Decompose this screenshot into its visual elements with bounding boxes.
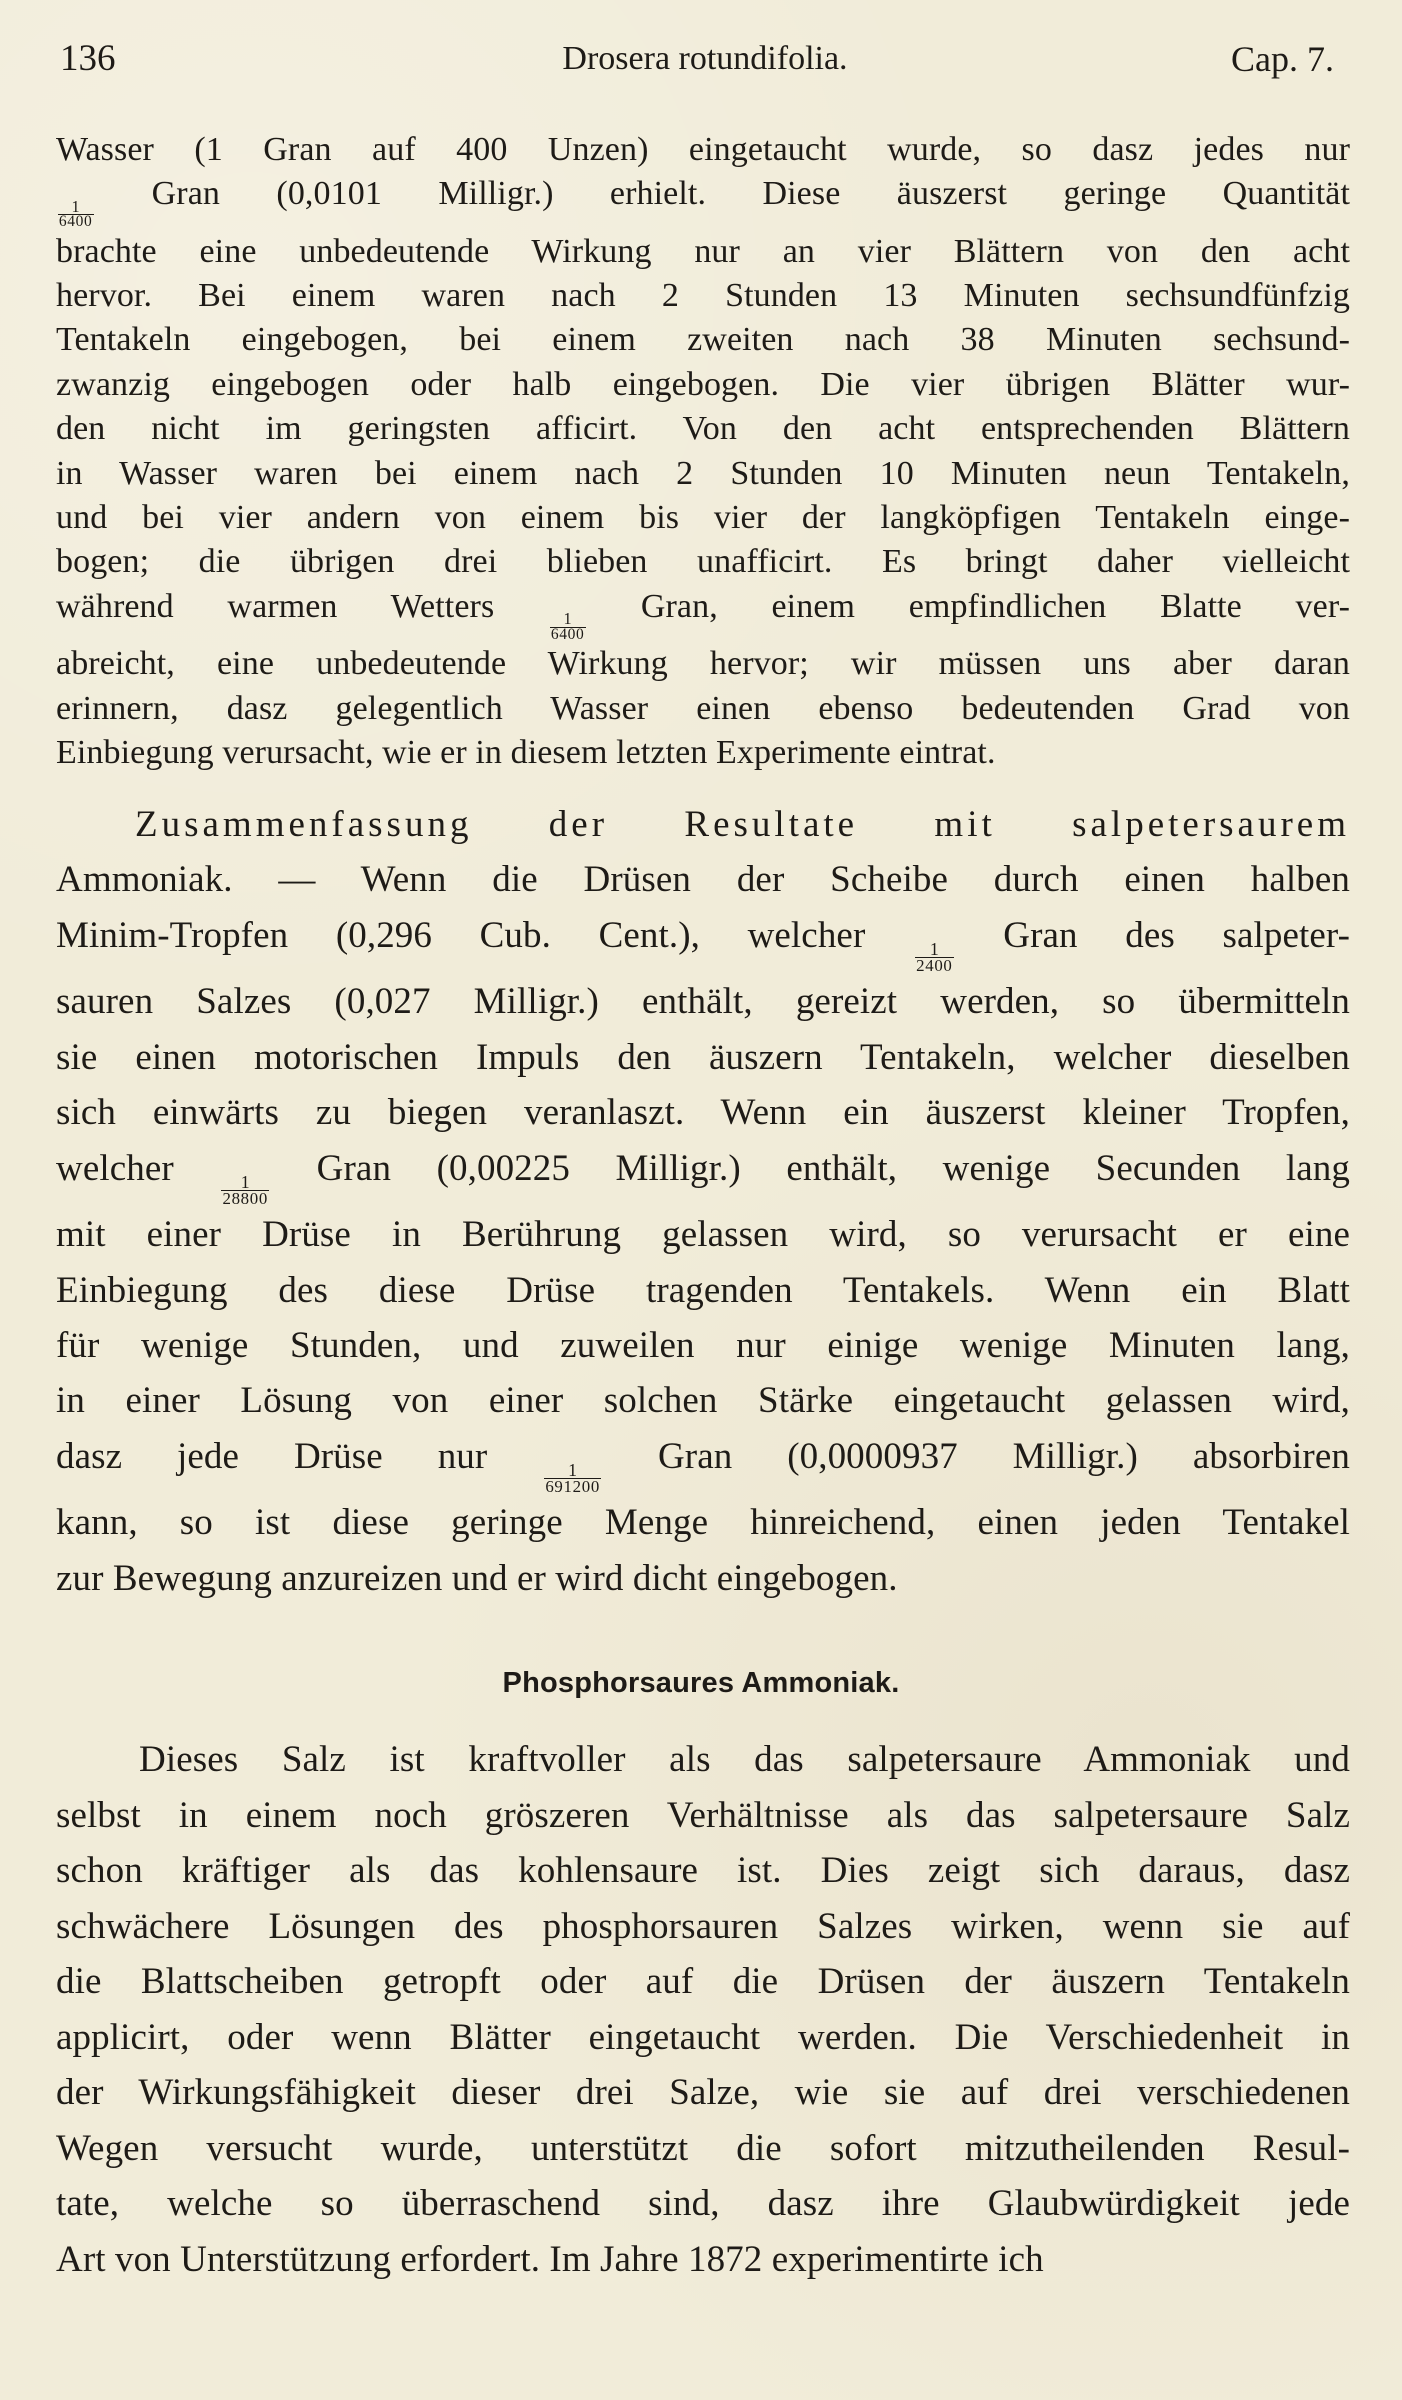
text-line: Art von Unterstützung erfordert. Im Jahre 1872 experimentirte ich: [56, 2238, 1044, 2280]
text-line: [56, 908, 1350, 975]
text-line: [56, 642, 1350, 686]
text-line: [56, 731, 1350, 775]
text-line: der Wirkungsfähigkeit dieser drei Salze, wie sie auf drei verschiedenen: [56, 2072, 1350, 2113]
text-line: [56, 1495, 1350, 1550]
fraction-one-sixty-four-hundredth: [58, 196, 94, 231]
text-line: [56, 274, 1350, 318]
text-run: mit einer Drüse in Berührung gelassen wird, so verursacht er eine: [56, 1214, 1350, 1256]
text-line: [56, 1141, 1350, 1208]
fraction-denominator: 28800: [222, 1189, 268, 1209]
text-line: Wegen versucht wurde, unterstützt die sofort mitzutheilenden Resul-: [56, 2127, 1350, 2169]
text-line: [56, 496, 1350, 540]
text-line: [56, 318, 1350, 362]
text-run: sauren Salzes (0,027 Milligr.) enthält, gereizt werden, so übermitteln: [56, 981, 1350, 1023]
text-run: Gran, einem empfindlichen Blatte ver-: [587, 587, 1350, 625]
text-line: [56, 1551, 1350, 1606]
text-run: zwanzig eingebogen oder halb eingebogen. Die vier übrigen Blätter wur-: [56, 365, 1350, 403]
running-title: Drosera rotundifolia.: [562, 40, 848, 77]
fraction-one-six-hundred-ninety-one-thousand-two-hundredth: [544, 1459, 601, 1497]
text-run: Gran des salpeter-: [955, 914, 1350, 956]
text-run: Wasser (1 Gran auf 400 Unzen) eingetaucht wurde, so dasz jedes nur: [56, 131, 1350, 168]
text-run: Einbiegung des diese Drüse tragenden Tentakels. Wenn ein Blatt: [56, 1269, 1350, 1311]
text-run: brachte eine unbedeutende Wirkung nur an vier Blättern von den acht: [56, 232, 1350, 270]
text-run: Gran (0,00225 Milligr.) enthält, wenige Secunden lang: [271, 1147, 1350, 1189]
text-run: sie einen motorischen Impuls den äuszern Tentakeln, welcher dieselben: [56, 1036, 1350, 1078]
text-line: [56, 1263, 1350, 1318]
fraction-numerator: 1: [71, 196, 80, 216]
text-run: und bei vier andern von einem bis vier der langköpfigen Tentakeln einge-: [56, 499, 1350, 537]
section-heading: Phosphorsaures Ammoniak.: [502, 1667, 900, 1699]
text-line: schon kräftiger als das kohlensaure ist. Dies zeigt sich daraus, dasz: [56, 1850, 1350, 1891]
phosphate-paragraph: [56, 1732, 1350, 2287]
text-line: [56, 1085, 1350, 1140]
text-line: [56, 452, 1350, 496]
fraction-denominator: 6400: [58, 213, 93, 231]
text-run: welcher: [56, 1147, 220, 1189]
text-run: sich einwärts zu biegen veranlaszt. Wenn ein äuszerst kleiner Tropfen,: [56, 1092, 1350, 1134]
text-run: zur Bewegung anzureizen und er wird dicht eingebogen.: [56, 1557, 898, 1599]
fraction-numerator: 1: [568, 1459, 578, 1480]
page-number: 136: [60, 38, 116, 79]
text-line: [56, 1207, 1350, 1262]
running-head: [56, 34, 1354, 84]
text-line: Dieses Salz ist kraftvoller als das salpetersaure Ammoniak und: [139, 1739, 1350, 1780]
text-line: [56, 540, 1350, 584]
text-run: Ammoniak. — Wenn die Drüsen der Scheibe durch einen halben: [56, 859, 1350, 901]
text-line: schwächere Lösungen des phosphorsauren Salzes wirken, wenn sie auf: [56, 1905, 1350, 1947]
text-run: den nicht im geringsten afficirt. Von den acht entsprechenden Blättern: [56, 410, 1350, 448]
text-run: Minim-Tropfen (0,296 Cub. Cent.), welcher: [56, 914, 913, 956]
fraction-denominator: 691200: [545, 1477, 600, 1497]
text-line: die Blattscheiben getropft oder auf die Drüsen der äuszern Tentakeln: [56, 1961, 1350, 2002]
text-run: während warmen Wetters: [56, 587, 548, 625]
text-line: [56, 852, 1350, 907]
text-line: [56, 687, 1350, 731]
fraction-one-twenty-four-hundredth: [915, 938, 954, 976]
fraction-one-sixty-four-hundredth: [550, 611, 586, 642]
text-line: [56, 1030, 1350, 1085]
summary-paragraph: [56, 797, 1350, 1606]
fraction-numerator: 1: [240, 1171, 250, 1192]
text-run: Tentakeln eingebogen, bei einem zweiten nach 38 Minuten sechsund-: [56, 321, 1350, 359]
text-run: für wenige Stunden, und zuweilen nur einige wenige Minuten lang,: [56, 1324, 1350, 1366]
fraction-one-twenty-eight-thousand-eight-hundredth: [221, 1171, 269, 1209]
text-line: [56, 1429, 1350, 1496]
text-line: tate, welche so überraschend sind, dasz ihre Glaubwürdigkeit jede: [56, 2183, 1350, 2224]
fraction-denominator: 2400: [916, 956, 953, 976]
text-run: Einbiegung verursacht, wie er in diesem letzten Experimente eintrat.: [56, 733, 996, 771]
text-line: [56, 1318, 1350, 1373]
text-run: in Wasser waren bei einem nach 2 Stunden 10 Minuten neun Tentakeln,: [56, 454, 1350, 492]
text-run: abreicht, eine unbedeutende Wirkung hervor; wir müssen uns aber daran: [56, 645, 1350, 683]
summary-heading-text: Zusammenfassung der Resultate mit salpetersaurem: [135, 804, 1350, 845]
summary-heading-line: [56, 797, 1350, 852]
text-run: in einer Lösung von einer solchen Stärke eingetaucht gelassen wird,: [56, 1380, 1350, 1422]
text-line: selbst in einem noch gröszeren Verhältnisse als das salpetersaure Salz: [56, 1794, 1350, 1836]
fraction-numerator: 1: [563, 609, 572, 629]
text-run: hervor. Bei einem waren nach 2 Stunden 13 Minuten sechsundfünfzig: [56, 277, 1350, 315]
text-run: erinnern, dasz gelegentlich Wasser einen ebenso bedeutenden Grad von: [56, 689, 1350, 727]
experiment-result-paragraph: [56, 128, 1350, 775]
text-run: Gran (0,0000937 Milligr.) absorbiren: [603, 1435, 1350, 1477]
text-line: [56, 407, 1350, 451]
text-line: [56, 128, 1350, 172]
fraction-denominator: 6400: [550, 625, 585, 643]
text-run: bogen; die übrigen drei blieben unafficirt. Es bringt daher vielleicht: [56, 543, 1350, 581]
text-run: Gran (0,0101 Milligr.) erhielt. Diese äuszerst geringe Quantität: [95, 175, 1350, 213]
text-line: [56, 974, 1350, 1029]
text-line: [56, 1373, 1350, 1428]
text-line: [56, 230, 1350, 274]
chapter-reference: Cap. 7.: [1231, 39, 1334, 79]
text-line: applicirt, oder wenn Blätter eingetaucht werden. Die Verschiedenheit in: [56, 2016, 1350, 2058]
text-line: [56, 363, 1350, 407]
fraction-numerator: 1: [929, 938, 939, 959]
text-run: kann, so ist diese geringe Menge hinreichend, einen jeden Tentakel: [56, 1502, 1350, 1544]
text-line: [56, 172, 1350, 229]
text-line: [56, 585, 1350, 642]
text-run: dasz jede Drüse nur: [56, 1435, 543, 1477]
